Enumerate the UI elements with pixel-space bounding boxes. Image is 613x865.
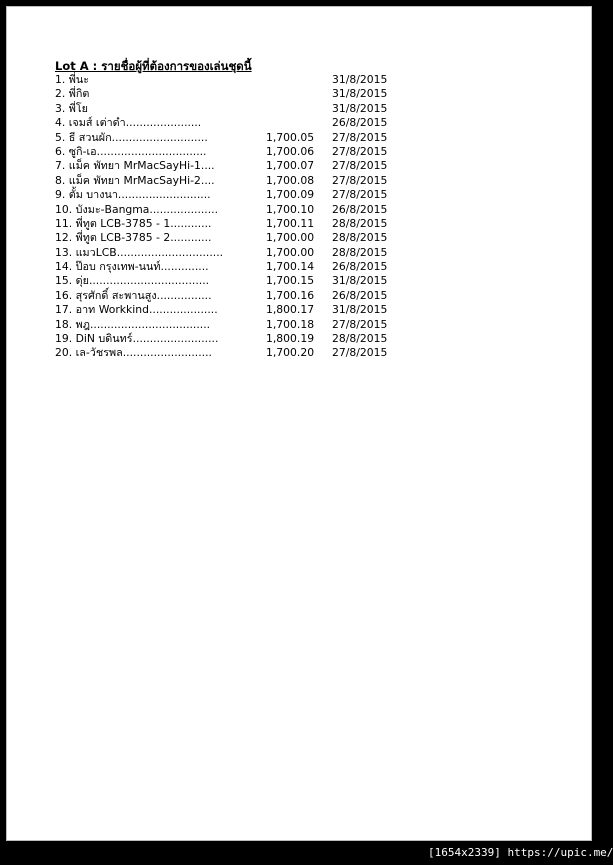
list-item <box>55 145 455 159</box>
entry-date: 28/8/2015 <box>332 245 388 259</box>
entry-amount: 1,800.17 <box>266 303 315 317</box>
list-item <box>55 159 455 173</box>
entry-amount: 1,700.14 <box>266 260 315 274</box>
list-item <box>55 131 455 145</box>
entry-name: 2. พี่กิต <box>55 87 90 101</box>
entry-amount: 1,700.11 <box>266 216 315 230</box>
document-page <box>6 6 592 841</box>
entry-amount: 1,700.15 <box>266 274 315 288</box>
entry-amount: 1,700.20 <box>266 346 315 360</box>
entry-date: 26/8/2015 <box>332 116 388 130</box>
entry-date: 31/8/2015 <box>332 101 388 115</box>
entry-amount: 1,700.18 <box>266 317 315 331</box>
list-item <box>55 116 455 130</box>
entry-date: 28/8/2015 <box>332 332 388 346</box>
entry-amount: 1,700.08 <box>266 173 315 187</box>
entry-date: 31/8/2015 <box>332 303 388 317</box>
entry-amount: 1,700.06 <box>266 144 315 158</box>
entry-amount: 1,700.09 <box>266 188 315 202</box>
entry-name: 11. พี่ทูต LCB-3785 - 1............ <box>55 216 212 230</box>
entry-date: 26/8/2015 <box>332 288 388 302</box>
entry-amount: 1,700.05 <box>266 130 315 144</box>
entry-date: 27/8/2015 <box>332 173 388 187</box>
entry-amount: 1,700.16 <box>266 288 315 302</box>
entry-name: 16. สุรศักดิ์ สะพานสูง................ <box>55 288 212 302</box>
entry-name: 19. DiN บดินทร์......................... <box>55 332 219 346</box>
entry-name: 14. ป๊อบ กรุงเทพ-นนท์.............. <box>55 260 209 274</box>
entry-date: 27/8/2015 <box>332 188 388 202</box>
entry-amount: 1,700.07 <box>266 159 315 173</box>
lot-heading: Lot A : รายชื่อผู้ที่ต้องการของเล่นชุดนี้ <box>55 59 252 73</box>
entry-date: 27/8/2015 <box>332 346 388 360</box>
list-item <box>55 188 455 202</box>
entry-name: 20. เล-วัชรพล.......................... <box>55 346 212 360</box>
entry-name: 6. ซูกิ-เอ................................ <box>55 144 207 158</box>
entry-date: 27/8/2015 <box>332 159 388 173</box>
list-item <box>55 246 455 260</box>
entry-amount: 1,800.19 <box>266 332 315 346</box>
list-item <box>55 346 455 360</box>
image-size-caption: [1654x2339] https://upic.me/ <box>428 846 613 859</box>
list-item <box>55 203 455 217</box>
entry-date: 28/8/2015 <box>332 231 388 245</box>
list-item <box>55 260 455 274</box>
entry-amount: 1,700.10 <box>266 202 315 216</box>
entry-name: 17. อาท Workkind.................... <box>55 303 218 317</box>
entry-date: 26/8/2015 <box>332 202 388 216</box>
list-item <box>55 87 455 101</box>
list-item <box>55 217 455 231</box>
entry-name: 10. บังมะ-Bangma.................... <box>55 202 219 216</box>
entry-name: 4. เจมส์ เต่าดำ...................... <box>55 116 202 130</box>
entry-amount: 1,700.00 <box>266 231 315 245</box>
entry-name: 7. แม็ค พัทยา MrMacSayHi-1.... <box>55 159 215 173</box>
list-item <box>55 231 455 245</box>
entry-name: 15. ดุ่ย................................... <box>55 274 210 288</box>
list-item <box>55 174 455 188</box>
entry-date: 31/8/2015 <box>332 87 388 101</box>
list-item <box>55 318 455 332</box>
entry-date: 28/8/2015 <box>332 216 388 230</box>
entry-date: 31/8/2015 <box>332 274 388 288</box>
list-item <box>55 274 455 288</box>
entry-name: 9. ตั้ม บางนา........................... <box>55 188 211 202</box>
list-item <box>55 102 455 116</box>
entry-amount: 1,700.00 <box>266 245 315 259</box>
list-item <box>55 332 455 346</box>
entry-name: 3. พี่โย <box>55 101 88 115</box>
entry-name: 8. แม็ค พัทยา MrMacSayHi-2.... <box>55 173 215 187</box>
entry-name: 5. ธี สวนผัก............................ <box>55 130 208 144</box>
entry-date: 26/8/2015 <box>332 260 388 274</box>
list-item <box>55 73 455 87</box>
entry-date: 27/8/2015 <box>332 317 388 331</box>
list-item <box>55 303 455 317</box>
entry-date: 31/8/2015 <box>332 73 388 86</box>
entry-date: 27/8/2015 <box>332 144 388 158</box>
entry-name: 1. พี่นะ <box>55 73 90 86</box>
entry-name: 12. พี่ทูต LCB-3785 - 2............ <box>55 231 212 245</box>
entry-date: 27/8/2015 <box>332 130 388 144</box>
entry-name: 18. พฎ................................... <box>55 317 211 331</box>
entry-name: 13. แมวLCB............................... <box>55 245 224 259</box>
entry-list <box>55 73 455 361</box>
list-item <box>55 289 455 303</box>
